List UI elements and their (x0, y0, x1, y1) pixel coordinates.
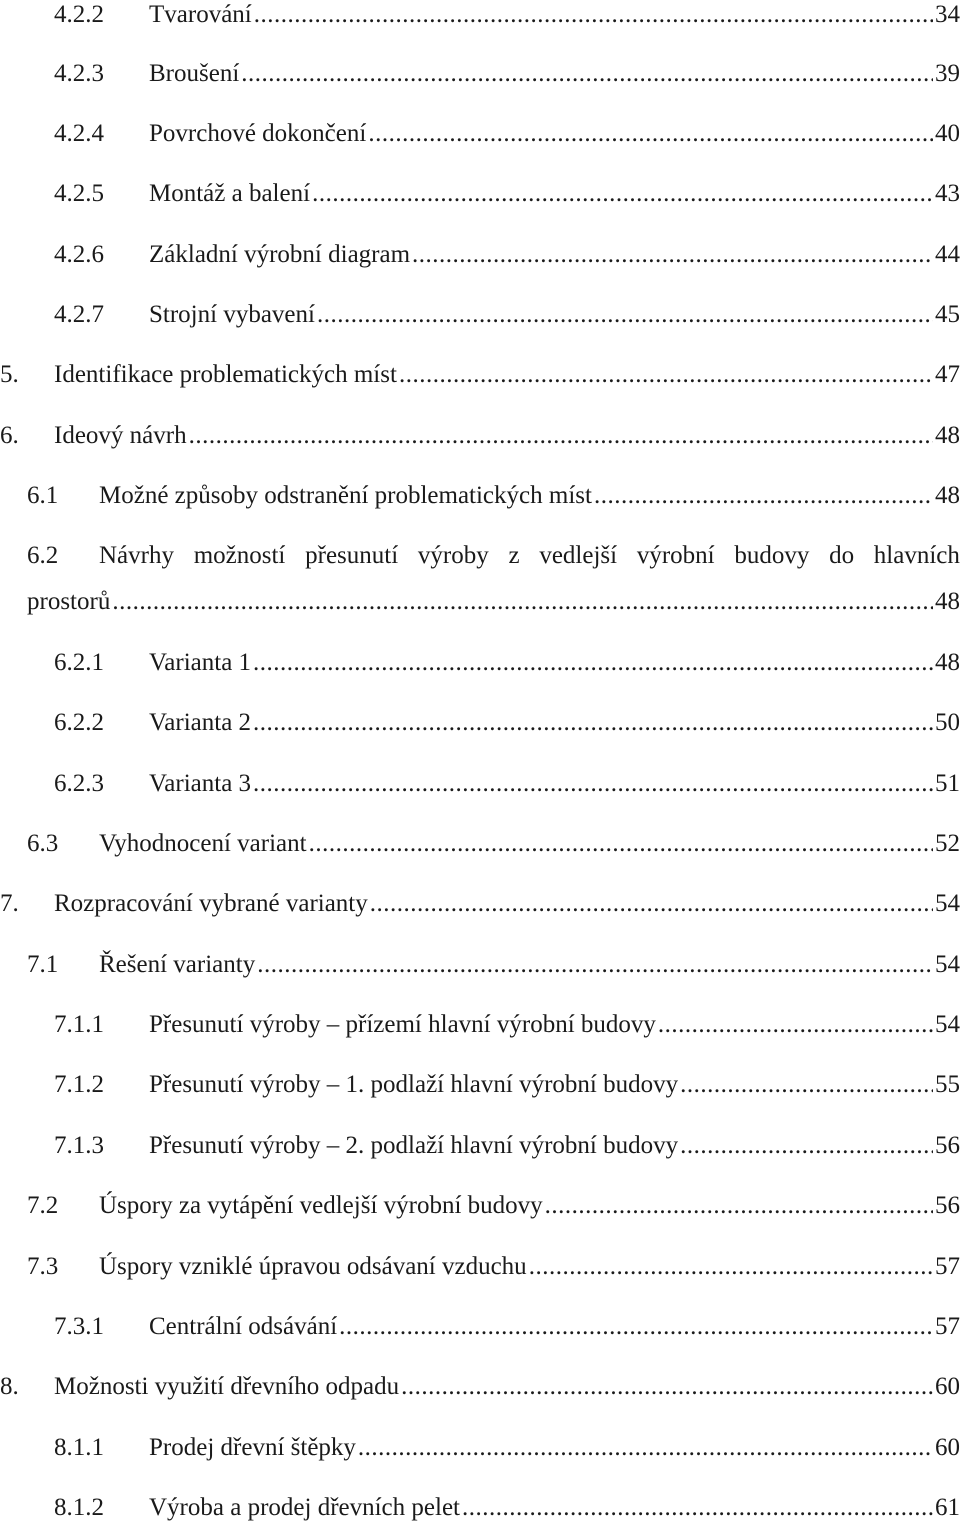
toc-entry-number: 7.3 (27, 1253, 59, 1280)
toc-entry-page: 48 (935, 422, 960, 449)
toc-entry-page: 52 (935, 830, 960, 857)
toc-dot-leader (312, 179, 933, 209)
toc-title-word: do (829, 542, 855, 569)
toc-dot-leader (253, 648, 933, 678)
toc-entry-number: 6.2.3 (54, 770, 104, 797)
toc-entry-page: 57 (935, 1313, 960, 1340)
toc-dot-leader (529, 1252, 933, 1282)
toc-entry-number: 6.3 (27, 830, 59, 857)
toc-entry-title: Vyhodnocení variant (99, 830, 307, 857)
toc-entry-page: 60 (935, 1434, 960, 1461)
toc-entry-6-2-3[interactable] (0, 769, 960, 813)
toc-entry-number: 4.2.4 (54, 120, 104, 147)
toc-title-word: výroby (417, 542, 489, 569)
toc-entry-page: 47 (935, 361, 960, 388)
toc-entry-7-1-3[interactable] (0, 1131, 960, 1175)
toc-entry-title: Přesunutí výroby – přízemí hlavní výrobní budovy (149, 1011, 656, 1038)
toc-entry-title: Možnosti využití dřevního odpadu (54, 1373, 400, 1400)
toc-dot-leader (241, 59, 933, 89)
toc-entry-8-1-1[interactable] (0, 1433, 960, 1477)
toc-dot-leader (358, 1433, 933, 1463)
toc-title-word: Návrhy (99, 542, 174, 569)
toc-entry-number: 7. (0, 890, 19, 917)
toc-title-word: budovy (734, 542, 810, 569)
toc-dot-leader (462, 1493, 933, 1523)
toc-entry-title: Úspory vzniklé úpravou odsávaní vzduchu (99, 1253, 527, 1280)
toc-title-word: z (508, 542, 520, 569)
toc-entry-title: Řešení varianty (99, 951, 256, 978)
toc-entry-number: 4.2.5 (54, 180, 104, 207)
toc-entry-number: 6.2.2 (54, 709, 104, 736)
toc-dot-leader (594, 481, 933, 511)
toc-entry-5[interactable] (0, 360, 960, 404)
toc-entry-7-1-1[interactable] (0, 1010, 960, 1054)
toc-entry-7-2[interactable] (0, 1191, 960, 1235)
toc-entry-page: 48 (935, 482, 960, 509)
toc-entry-6-2-2[interactable] (0, 708, 960, 752)
toc-entry-page: 55 (935, 1071, 960, 1098)
toc-entry-page: 51 (935, 770, 960, 797)
toc-entry-page: 39 (935, 60, 960, 87)
toc-dot-leader (658, 1010, 933, 1040)
toc-entry-title: Identifikace problematických míst (54, 361, 397, 388)
toc-entry-page: 48 (935, 649, 960, 676)
toc-entry-4-2-6[interactable] (0, 240, 960, 284)
toc-entry-title: Broušení (149, 60, 240, 87)
toc-entry-page: 54 (935, 951, 960, 978)
toc-entry-number: 8.1.1 (54, 1434, 104, 1461)
toc-dot-leader (399, 360, 933, 390)
toc-entry-page: 50 (935, 709, 960, 736)
toc-entry-number: 5. (0, 361, 19, 388)
toc-entry-title: Přesunutí výroby – 2. podlaží hlavní výrobní budovy (149, 1132, 679, 1159)
toc-dot-leader (112, 587, 933, 617)
toc-entry-title: Varianta 1 (149, 649, 252, 676)
toc-entry-6-2-1[interactable] (0, 648, 960, 692)
toc-entry-7[interactable] (0, 889, 960, 933)
toc-title-word: přesunutí (305, 542, 399, 569)
toc-entry-title: Možné způsoby odstranění problematických míst (99, 482, 592, 509)
toc-entry-title: Přesunutí výroby – 1. podlaží hlavní výrobní budovy (149, 1071, 679, 1098)
toc-dot-leader (253, 708, 933, 738)
toc-entry-number: 7.3.1 (54, 1313, 104, 1340)
toc-entry-8-1-2[interactable] (0, 1493, 960, 1525)
toc-entry-4-2-7[interactable] (0, 300, 960, 344)
toc-entry-page: 45 (935, 301, 960, 328)
toc-entry-page: 56 (935, 1132, 960, 1159)
toc-entry-title: Rozpracování vybrané varianty (54, 890, 368, 917)
toc-entry-number: 7.1.1 (54, 1011, 104, 1038)
toc-entry-page: 60 (935, 1373, 960, 1400)
toc-entry-page: 56 (935, 1192, 960, 1219)
toc-dot-leader (680, 1131, 933, 1161)
toc-entry-title: Varianta 2 (149, 709, 252, 736)
toc-entry-7-1-2[interactable] (0, 1070, 960, 1114)
toc-entry-number: 6.2 (27, 542, 59, 569)
toc-entry-title: Varianta 3 (149, 770, 252, 797)
toc-dot-leader (339, 1312, 933, 1342)
toc-entry-title: Centrální odsávání (149, 1313, 338, 1340)
toc-entry-7-3[interactable] (0, 1252, 960, 1296)
toc-entry-page: 54 (935, 1011, 960, 1038)
toc-entry-page: 61 (935, 1494, 960, 1521)
toc-entry-number: 6. (0, 422, 19, 449)
toc-entry-title: Tvarování (149, 1, 252, 28)
toc-entry-6-1[interactable] (0, 481, 960, 525)
toc-title-word: hlavních (873, 542, 960, 569)
toc-title-word: vedlejší (539, 542, 618, 569)
toc-entry-title: Povrchové dokončení (149, 120, 367, 147)
toc-entry-number: 6.1 (27, 482, 59, 509)
toc-entry-title: Základní výrobní diagram (149, 241, 411, 268)
toc-entry-title: Ideový návrh (54, 422, 187, 449)
toc-entry-4-2-5[interactable] (0, 179, 960, 223)
toc-entry-4-2-4[interactable] (0, 119, 960, 163)
toc-entry-7-1[interactable] (0, 950, 960, 994)
toc-entry-number: 4.2.2 (54, 1, 104, 28)
toc-entry-number: 7.1.3 (54, 1132, 104, 1159)
toc-entry-6[interactable] (0, 421, 960, 465)
toc-entry-title: Strojní vybavení (149, 301, 315, 328)
toc-dot-leader (412, 240, 933, 270)
toc-dot-leader (370, 889, 933, 919)
toc-entry-page: 57 (935, 1253, 960, 1280)
toc-entry-number: 7.1.2 (54, 1071, 104, 1098)
toc-dot-leader (257, 950, 933, 980)
toc-dot-leader (189, 421, 933, 451)
toc-entry-page: 44 (935, 241, 960, 268)
toc-entry-number: 7.2 (27, 1192, 59, 1219)
toc-dot-leader (401, 1372, 933, 1402)
toc-entry-number: 4.2.6 (54, 241, 104, 268)
toc-entry-page: 40 (935, 120, 960, 147)
toc-entry-8[interactable] (0, 1372, 960, 1416)
toc-entry-page: 34 (935, 1, 960, 28)
toc-entry-title: Výroba a prodej dřevních pelet (149, 1494, 460, 1521)
toc-dot-leader (317, 300, 933, 330)
toc-entry-number: 4.2.3 (54, 60, 104, 87)
toc-entry-title: Montáž a balení (149, 180, 311, 207)
toc-title-word: možností (193, 542, 286, 569)
toc-entry-title: Úspory za vytápění vedlejší výrobní budovy (99, 1192, 543, 1219)
toc-entry-title: Prodej dřevní štěpky (149, 1434, 356, 1461)
toc-dot-leader (680, 1070, 933, 1100)
toc-entry-6-2[interactable] (0, 541, 960, 633)
toc-entry-page: 48 (935, 588, 960, 615)
toc-entry-number: 4.2.7 (54, 301, 104, 328)
toc-entry-4-2-3[interactable] (0, 59, 960, 103)
toc-dot-leader (368, 119, 933, 149)
toc-entry-number: 7.1 (27, 951, 59, 978)
toc-entry-title-line-1 (99, 541, 960, 571)
toc-dot-leader (309, 829, 933, 859)
toc-entry-7-3-1[interactable] (0, 1312, 960, 1356)
toc-entry-page: 54 (935, 890, 960, 917)
toc-entry-4-2-2[interactable] (0, 0, 960, 44)
toc-entry-number: 6.2.1 (54, 649, 104, 676)
toc-entry-number: 8.1.2 (54, 1494, 104, 1521)
toc-entry-6-3[interactable] (0, 829, 960, 873)
toc-dot-leader (545, 1191, 933, 1221)
toc-entry-title-line-2: prostorů (27, 588, 111, 615)
toc-entry-page: 43 (935, 180, 960, 207)
toc-dot-leader (253, 769, 933, 799)
toc-title-word: výrobní (636, 542, 715, 569)
toc-dot-leader (254, 0, 933, 30)
toc-entry-number: 8. (0, 1373, 19, 1400)
